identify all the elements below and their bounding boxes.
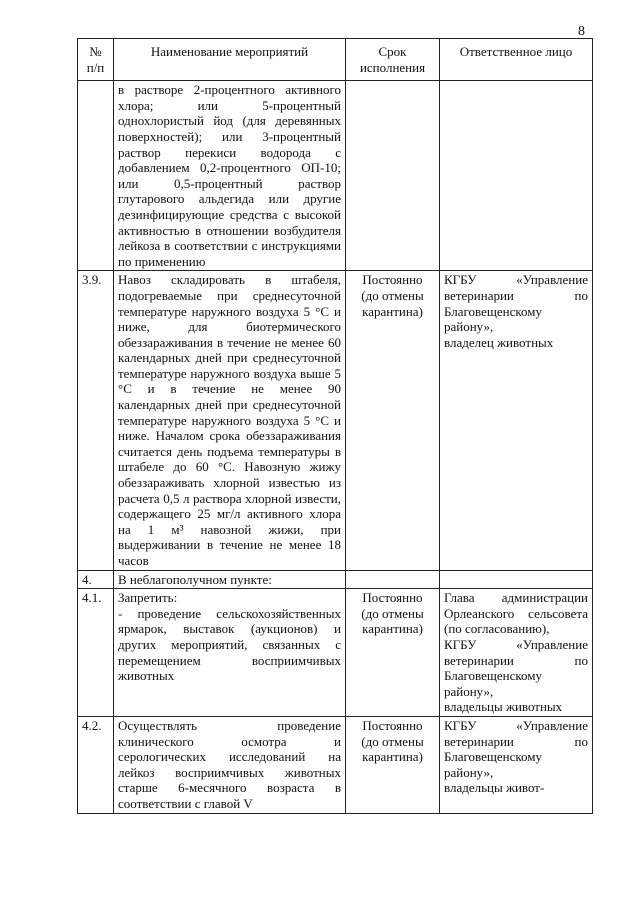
page-number: 8 bbox=[578, 24, 585, 39]
table-row bbox=[78, 589, 593, 717]
row-name: В неблагополучном пункте: bbox=[114, 570, 346, 589]
row-num: 4. bbox=[78, 570, 114, 589]
table-row bbox=[78, 716, 593, 813]
row-responsible: Глава администрации Орлеанского сельсовета (по согласованию), КГБУ «Управление ветеринарии по Благовещенскому району», владельцы животных bbox=[440, 589, 593, 717]
header-num: № п/п bbox=[78, 39, 114, 81]
row-term: Постоянно (до отмены карантина) bbox=[346, 716, 440, 813]
row-responsible bbox=[440, 81, 593, 271]
row-responsible: КГБУ «Управление ветеринарии по Благовещенскому району», владельцы живот- bbox=[440, 716, 593, 813]
row-num: 3.9. bbox=[78, 271, 114, 570]
row-responsible: КГБУ «Управление ветеринарии по Благовещенскому району», владелец животных bbox=[440, 271, 593, 570]
row-num bbox=[78, 81, 114, 271]
row-responsible bbox=[440, 570, 593, 589]
row-term: Постоянно (до отмены карантина) bbox=[346, 589, 440, 717]
row-term: Постоянно (до отмены карантина) bbox=[346, 271, 440, 570]
table-header-row bbox=[78, 39, 593, 81]
row-term bbox=[346, 81, 440, 271]
row-num: 4.2. bbox=[78, 716, 114, 813]
row-term bbox=[346, 570, 440, 589]
header-term: Срок исполнения bbox=[346, 39, 440, 81]
header-name: Наименование мероприятий bbox=[114, 39, 346, 81]
row-name: Навоз складировать в штабеля, подогреваемые при среднесуточной температуре наружного воздуха 5 °С и ниже, для биотермического обеззараживания в течение не менее 60 календарных дней при среднесуточной температуре наружного воздуха выше 5 °С и в течение не менее 90 календарных дней при среднесуточной температуре наружного воздуха 5 °С и ниже. Началом срока обеззараживания считается день подъема температуры в штабеле до 60 °С. Навозную жижу обеззараживать хлорной известью из расчета 0,5 л раствора хлорной извести, содержащего 25 мг/л активного хлора на 1 м³ навозной жижи, при выдерживании в течение не менее 18 часов bbox=[114, 271, 346, 570]
table-row bbox=[78, 570, 593, 589]
header-responsible: Ответственное лицо bbox=[440, 39, 593, 81]
row-name: Запретить: - проведение сельскохозяйственных ярмарок, выставок (аукционов) и других мероприятий, связанных с перемещением восприимчивых животных bbox=[114, 589, 346, 717]
table-row bbox=[78, 271, 593, 570]
measures-table bbox=[77, 38, 593, 814]
row-name: Осуществлять проведение клинического осмотра и серологических исследований на лейкоз восприимчивых животных старше 6-месячного возраста в соответствии с главой V bbox=[114, 716, 346, 813]
row-name: в растворе 2-процентного активного хлора; или 5-процентный однохлористый йод (для деревянных поверхностей); или 3-процентный раствор перекиси водорода с добавлением 0,2-процентного ОП-10; или 0,5-процентный раствор глутарового альдегида или другие дезинфицирующие средства с высокой активностью в отношении возбудителя лейкоза в соответствии с инструкциями по применению bbox=[114, 81, 346, 271]
row-num: 4.1. bbox=[78, 589, 114, 717]
table-row bbox=[78, 81, 593, 271]
